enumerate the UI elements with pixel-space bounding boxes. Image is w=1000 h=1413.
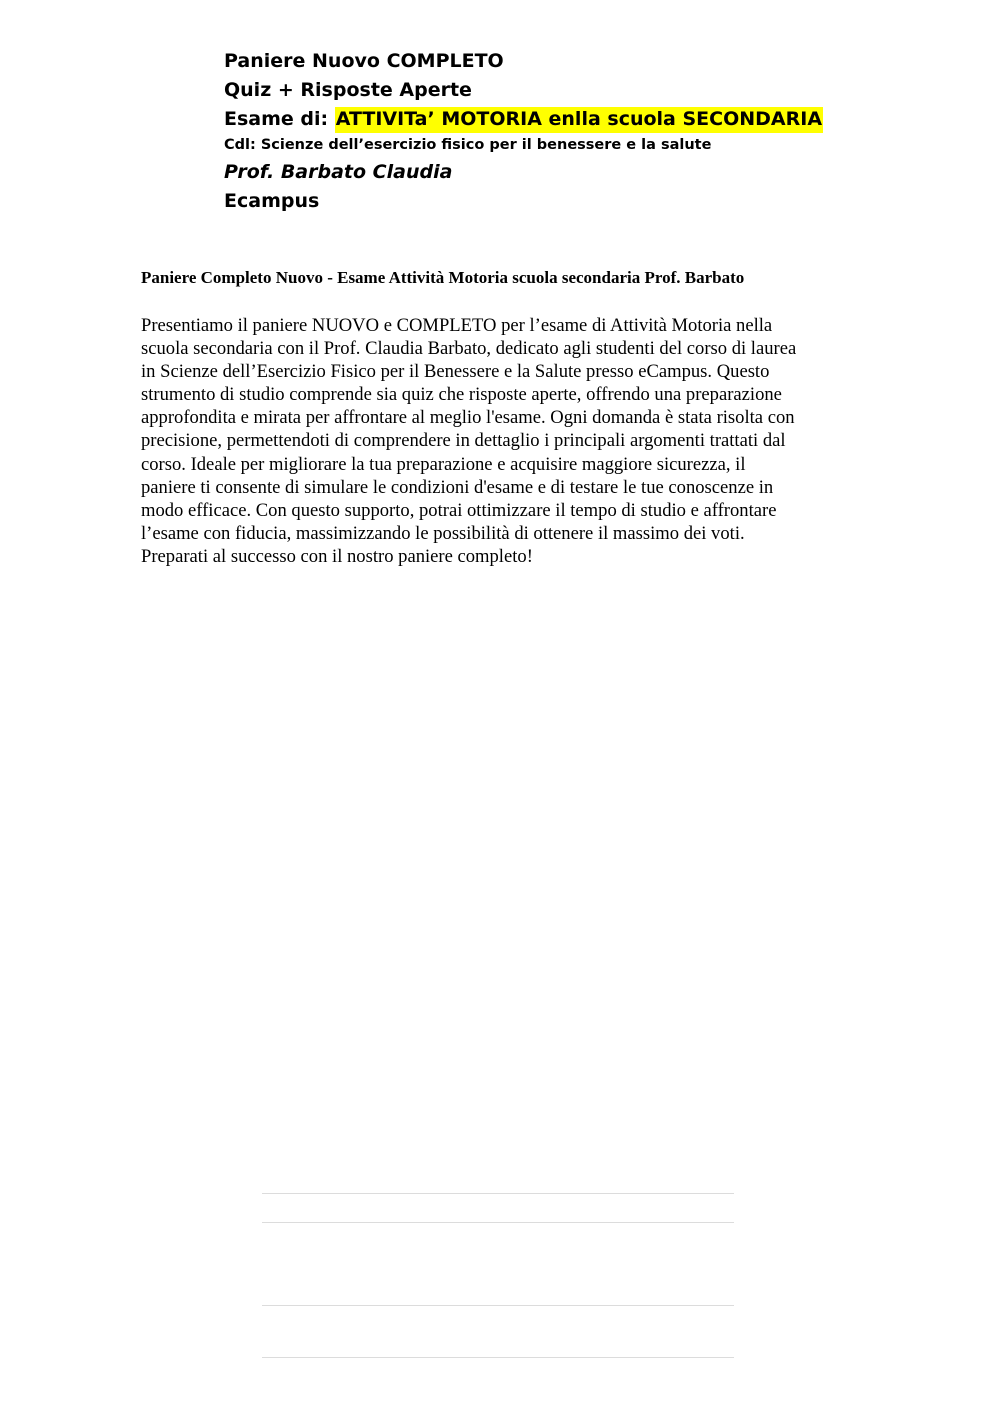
divider-line: [262, 1305, 734, 1306]
paragraph-line: corso. Ideale per migliorare la tua preparazione e acquisire maggiore sicurezza, il: [141, 453, 746, 475]
section-heading: Paniere Completo Nuovo - Esame Attività Motoria scuola secondaria Prof. Barbato: [141, 268, 745, 287]
professor-name: Prof. Barbato Claudia: [224, 161, 453, 183]
university-name: Ecampus: [224, 190, 320, 212]
paragraph-line: modo efficace. Con questo supporto, potrai ottimizzare il tempo di studio e affrontare: [141, 499, 777, 521]
document-subtitle: Quiz + Risposte Aperte: [224, 79, 472, 101]
exam-name-highlighted: ATTIVITa’ MOTORIA enlla scuola SECONDARIA: [335, 107, 823, 133]
document-title: Paniere Nuovo COMPLETO: [224, 50, 504, 72]
paragraph-line: strumento di studio comprende sia quiz che risposte aperte, offrendo una preparazione: [141, 384, 782, 406]
paragraph-line: paniere ti consente di simulare le condizioni d'esame e di testare le tue conoscenze in: [141, 476, 774, 498]
paragraph-line: precisione, permettendoti di comprendere in dettaglio i principali argomenti trattati dal: [141, 430, 786, 452]
degree-course: Cdl: Scienze dell’esercizio fisico per il benessere e la salute: [224, 137, 712, 153]
paragraph-line: Presentiamo il paniere NUOVO e COMPLETO per l’esame di Attività Motoria nella: [141, 315, 773, 336]
paragraph-line: Preparati al successo con il nostro paniere completo!: [141, 545, 533, 567]
divider-line: [262, 1222, 734, 1223]
document-header: [224, 52, 823, 221]
description-paragraph: [141, 314, 881, 568]
exam-label: Esame di:: [224, 108, 335, 130]
paragraph-line: l’esame con fiducia, massimizzando le possibilità di ottenere il massimo dei voti.: [141, 522, 745, 544]
paragraph-line: scuola secondaria con il Prof. Claudia Barbato, dedicato agli studenti del corso di laurea: [141, 338, 797, 360]
paragraph-line: in Scienze dell’Esercizio Fisico per il Benessere e la Salute presso eCampus. Questo: [141, 361, 770, 383]
paragraph-line: approfondita e mirata per affrontare al meglio l'esame. Ogni domanda è stata risolta con: [141, 407, 795, 429]
exam-line: [224, 110, 823, 137]
divider-line: [262, 1357, 734, 1358]
divider-line: [262, 1193, 734, 1194]
